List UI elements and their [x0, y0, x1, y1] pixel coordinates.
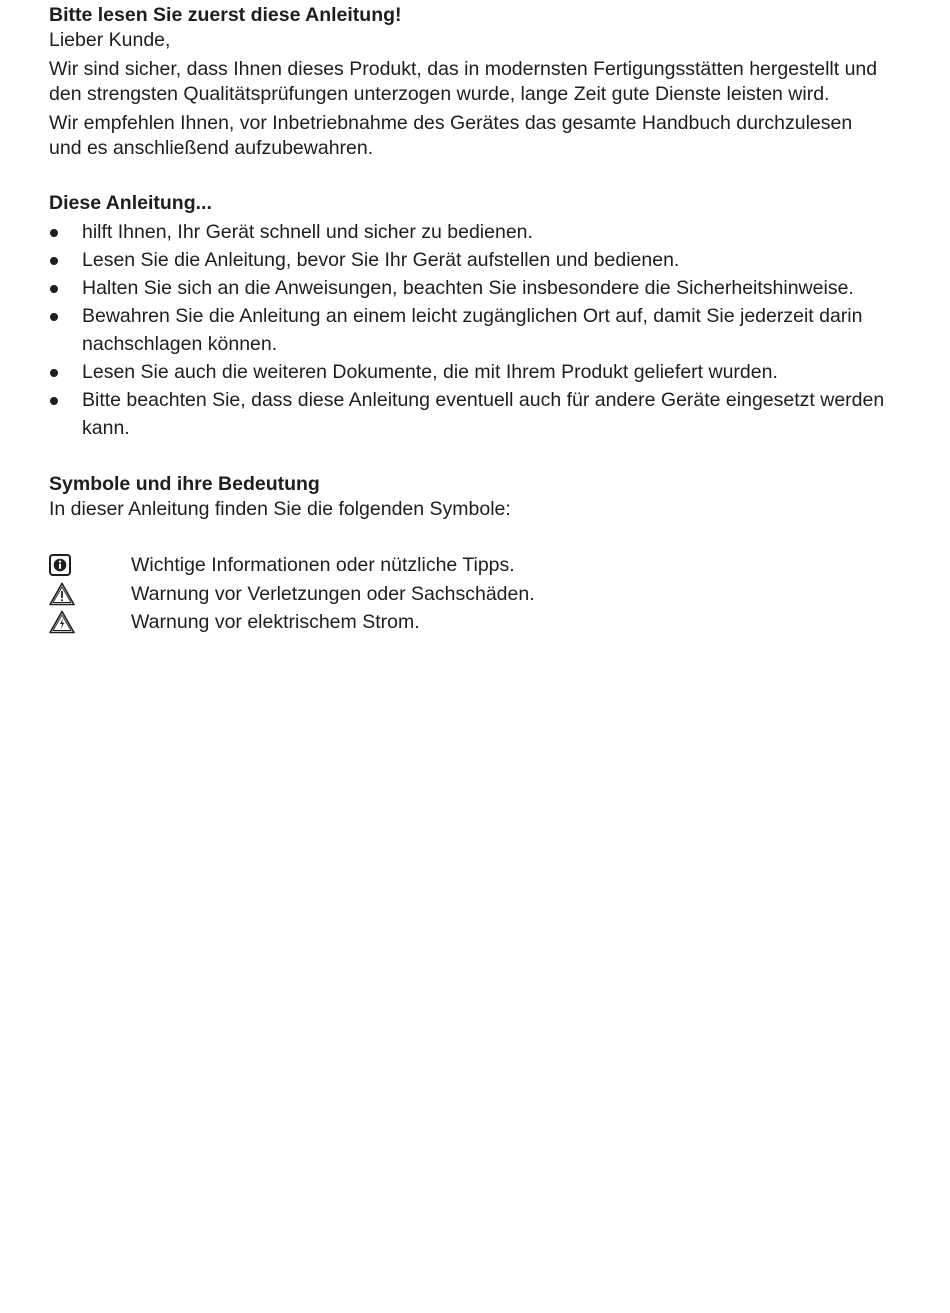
- list-item: [49, 274, 889, 302]
- guide-title: Diese Anleitung...: [49, 192, 212, 214]
- bullet-icon: [50, 397, 58, 405]
- symbols-intro: In dieser Anleitung finden Sie die folgenden Symbole:: [49, 498, 511, 520]
- list-item: [49, 246, 889, 274]
- bullet-icon: [50, 369, 58, 377]
- bullet-icon: [50, 313, 58, 321]
- list-item: [49, 218, 889, 246]
- intro-paragraph-2: Wir empfehlen Ihnen, vor Inbetriebnahme des Gerätes das gesamte Handbuch durchzulesen und es anschließend aufzubewahren.: [49, 112, 853, 159]
- info-icon: [49, 552, 131, 578]
- list-item: [49, 358, 889, 386]
- bullet-icon: [50, 229, 58, 237]
- symbol-row-electric: [49, 608, 889, 637]
- symbol-info-text: Wichtige Informationen oder nützliche Tipps.: [131, 554, 515, 577]
- salutation: Lieber Kunde,: [49, 29, 171, 51]
- list-item: [49, 302, 889, 358]
- list-item-text: Bitte beachten Sie, dass diese Anleitung eventuell auch für andere Geräte eingesetzt werden kann.: [82, 389, 885, 439]
- list-item-text: hilft Ihnen, Ihr Gerät schnell und sicher zu bedienen.: [82, 221, 533, 243]
- guide-list: [49, 218, 889, 442]
- list-item-text: Lesen Sie auch die weiteren Dokumente, die mit Ihrem Produkt geliefert wurden.: [82, 361, 778, 383]
- symbol-row-info: [49, 551, 889, 580]
- electric-warning-icon: [49, 609, 131, 635]
- bullet-icon: [50, 257, 58, 265]
- intro-section: [49, 2, 889, 161]
- symbol-warning-text: Warnung vor Verletzungen oder Sachschäden.: [131, 582, 535, 605]
- guide-section: [49, 190, 889, 442]
- manual-page: [49, 2, 889, 637]
- symbols-title: Symbole und ihre Bedeutung: [49, 473, 320, 495]
- list-item-text: Bewahren Sie die Anleitung an einem leicht zugänglichen Ort auf, damit Sie jederzeit darin nachschlagen können.: [82, 305, 863, 355]
- symbol-electric-text: Warnung vor elektrischem Strom.: [131, 611, 420, 634]
- intro-paragraph-1: Wir sind sicher, dass Ihnen dieses Produkt, das in modernsten Fertigungsstätten hergestellt und den strengsten Qualitätsprüfungen unterzogen wurde, lange Zeit gute Dienste leisten wird.: [49, 58, 878, 105]
- list-item: [49, 386, 889, 442]
- warning-triangle-icon: [49, 581, 131, 607]
- list-item-text: Halten Sie sich an die Anweisungen, beachten Sie insbesondere die Sicherheitshinweise.: [82, 277, 854, 299]
- bullet-icon: [50, 285, 58, 293]
- symbol-list: [49, 551, 889, 637]
- list-item-text: Lesen Sie die Anleitung, bevor Sie Ihr Gerät aufstellen und bedienen.: [82, 249, 680, 271]
- symbol-row-warning: [49, 580, 889, 609]
- symbols-section: [49, 471, 889, 637]
- intro-title: Bitte lesen Sie zuerst diese Anleitung!: [49, 4, 402, 26]
